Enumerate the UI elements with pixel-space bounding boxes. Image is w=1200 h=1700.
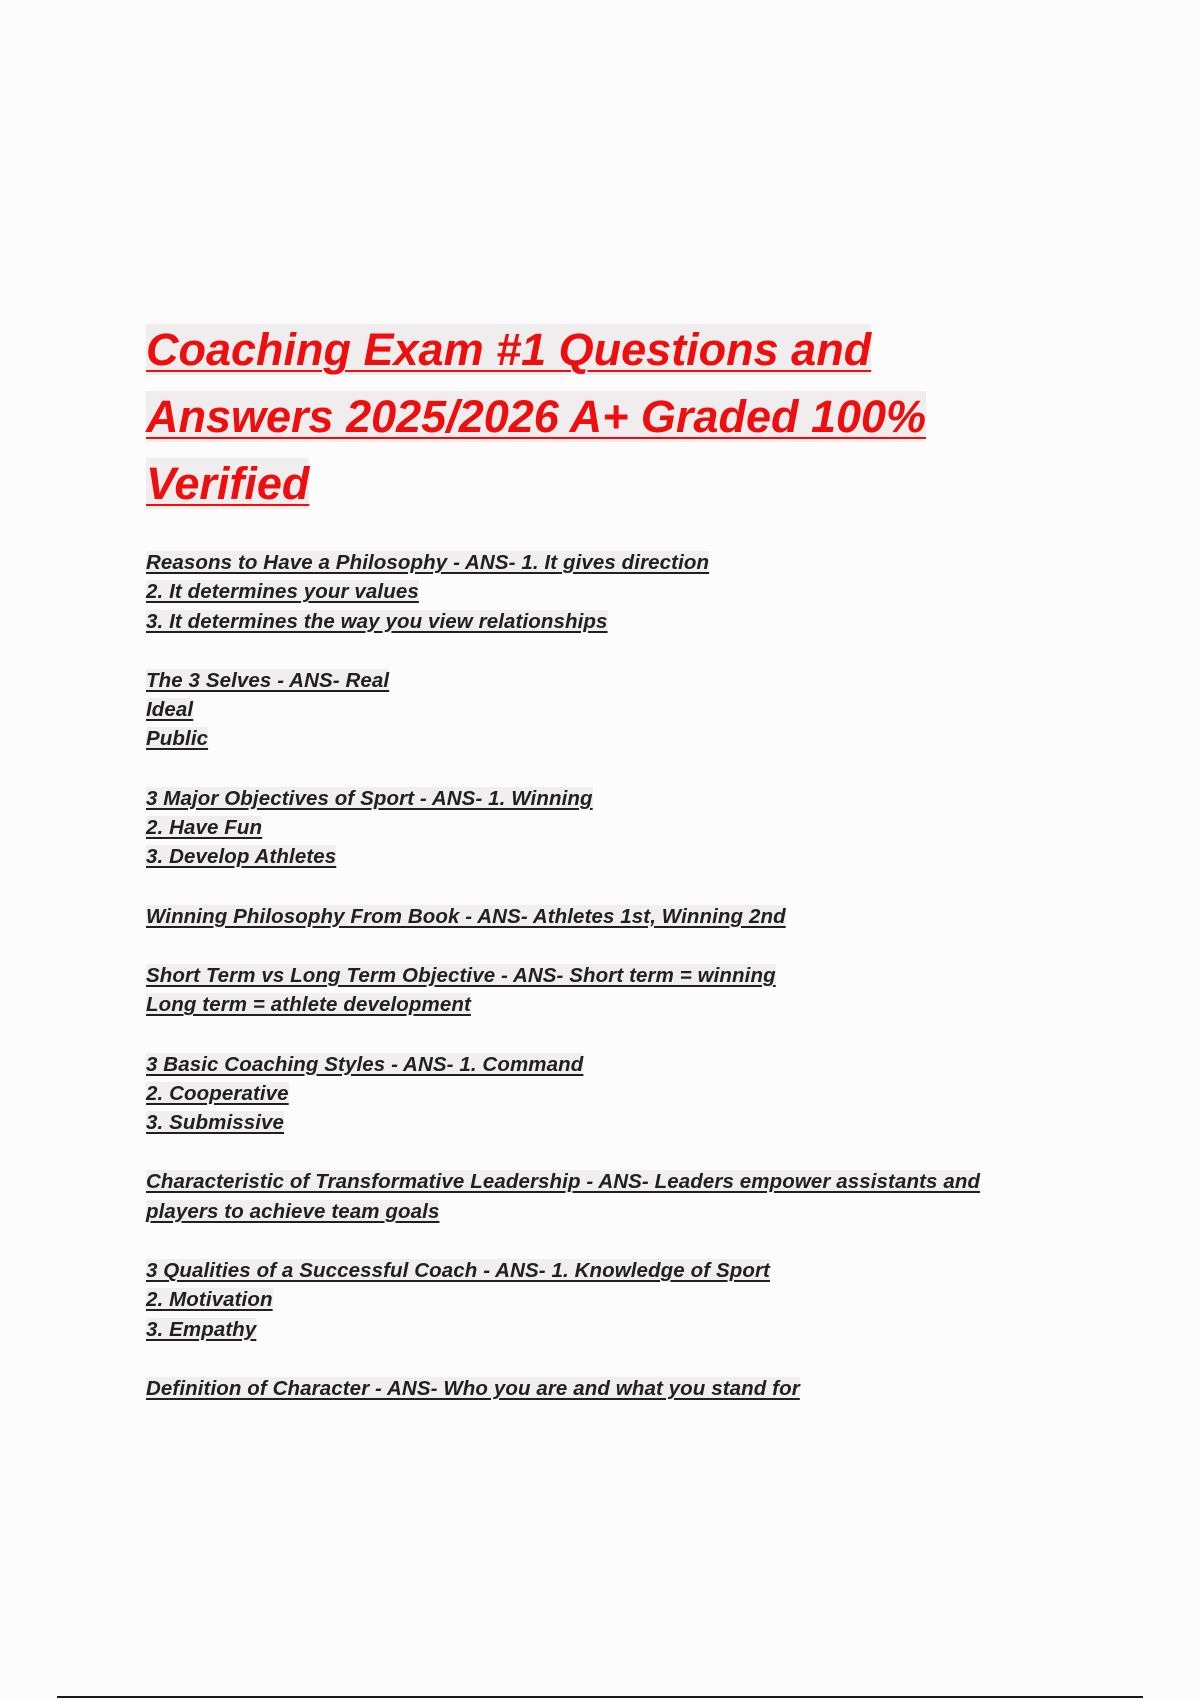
qa-item <box>146 1374 1066 1403</box>
qa-line-text: 3. Empathy <box>146 1317 257 1341</box>
qa-line-text: Long term = athlete development <box>146 993 471 1017</box>
qa-item <box>146 548 1066 636</box>
qa-line <box>146 813 1066 842</box>
qa-line-text: The 3 Selves - ANS- Real <box>146 668 390 692</box>
qa-line-text: 3. Develop Athletes <box>146 845 337 869</box>
qa-line-text: 3. It determines the way you view relationships <box>146 609 608 633</box>
qa-line <box>146 902 1066 931</box>
qa-line-text: Definition of Character - ANS- Who you are and what you stand for <box>146 1376 800 1400</box>
qa-line <box>146 842 1066 871</box>
qa-line <box>146 607 1066 636</box>
footer-rule <box>57 1696 1143 1698</box>
qa-line-text: Public <box>146 727 209 751</box>
qa-line-text: 3. Submissive <box>146 1111 285 1135</box>
qa-line-text: 3 Basic Coaching Styles - ANS- 1. Command <box>146 1052 584 1076</box>
qa-line-text: 2. Cooperative <box>146 1081 289 1105</box>
qa-line <box>146 577 1066 606</box>
qa-line <box>146 666 1066 695</box>
title-line-3: Verified <box>146 458 310 509</box>
qa-line-text: 2. It determines your values <box>146 580 419 604</box>
qa-line-text: Short Term vs Long Term Objective - ANS- Short term = winning <box>146 963 776 987</box>
qa-line <box>146 1167 1066 1196</box>
qa-line <box>146 548 1066 577</box>
qa-line <box>146 1374 1066 1403</box>
qa-line <box>146 1285 1066 1314</box>
qa-line <box>146 784 1066 813</box>
qa-item <box>146 666 1066 754</box>
qa-line <box>146 961 1066 990</box>
qa-line <box>146 724 1066 753</box>
qa-line <box>146 1256 1066 1285</box>
document-title <box>146 316 1046 517</box>
qa-item <box>146 784 1066 872</box>
qa-line-text: Characteristic of Transformative Leadership - ANS- Leaders empower assistants and <box>146 1170 981 1194</box>
qa-line <box>146 1079 1066 1108</box>
qa-line <box>146 1050 1066 1079</box>
qa-line <box>146 695 1066 724</box>
qa-item <box>146 961 1066 1020</box>
qa-list <box>146 548 1066 1433</box>
qa-line <box>146 1315 1066 1344</box>
qa-line-text: 3 Major Objectives of Sport - ANS- 1. Winning <box>146 786 593 810</box>
qa-line-text: Reasons to Have a Philosophy - ANS- 1. It gives direction <box>146 551 710 574</box>
qa-line <box>146 1197 1066 1226</box>
qa-line-text: 2. Have Fun <box>146 816 263 840</box>
qa-item <box>146 902 1066 931</box>
qa-line <box>146 990 1066 1019</box>
qa-item <box>146 1167 1066 1226</box>
qa-item <box>146 1050 1066 1138</box>
title-line-2: Answers 2025/2026 A+ Graded 100% <box>146 391 927 442</box>
qa-item <box>146 1256 1066 1344</box>
title-line-1: Coaching Exam #1 Questions and <box>146 324 872 375</box>
qa-line-text: players to achieve team goals <box>146 1199 440 1223</box>
qa-line-text: Winning Philosophy From Book - ANS- Athletes 1st, Winning 2nd <box>146 904 786 928</box>
qa-line-text: 3 Qualities of a Successful Coach - ANS- 1. Knowledge of Sport <box>146 1259 770 1283</box>
qa-line-text: 2. Motivation <box>146 1288 273 1312</box>
qa-line <box>146 1108 1066 1137</box>
qa-line-text: Ideal <box>146 698 194 722</box>
